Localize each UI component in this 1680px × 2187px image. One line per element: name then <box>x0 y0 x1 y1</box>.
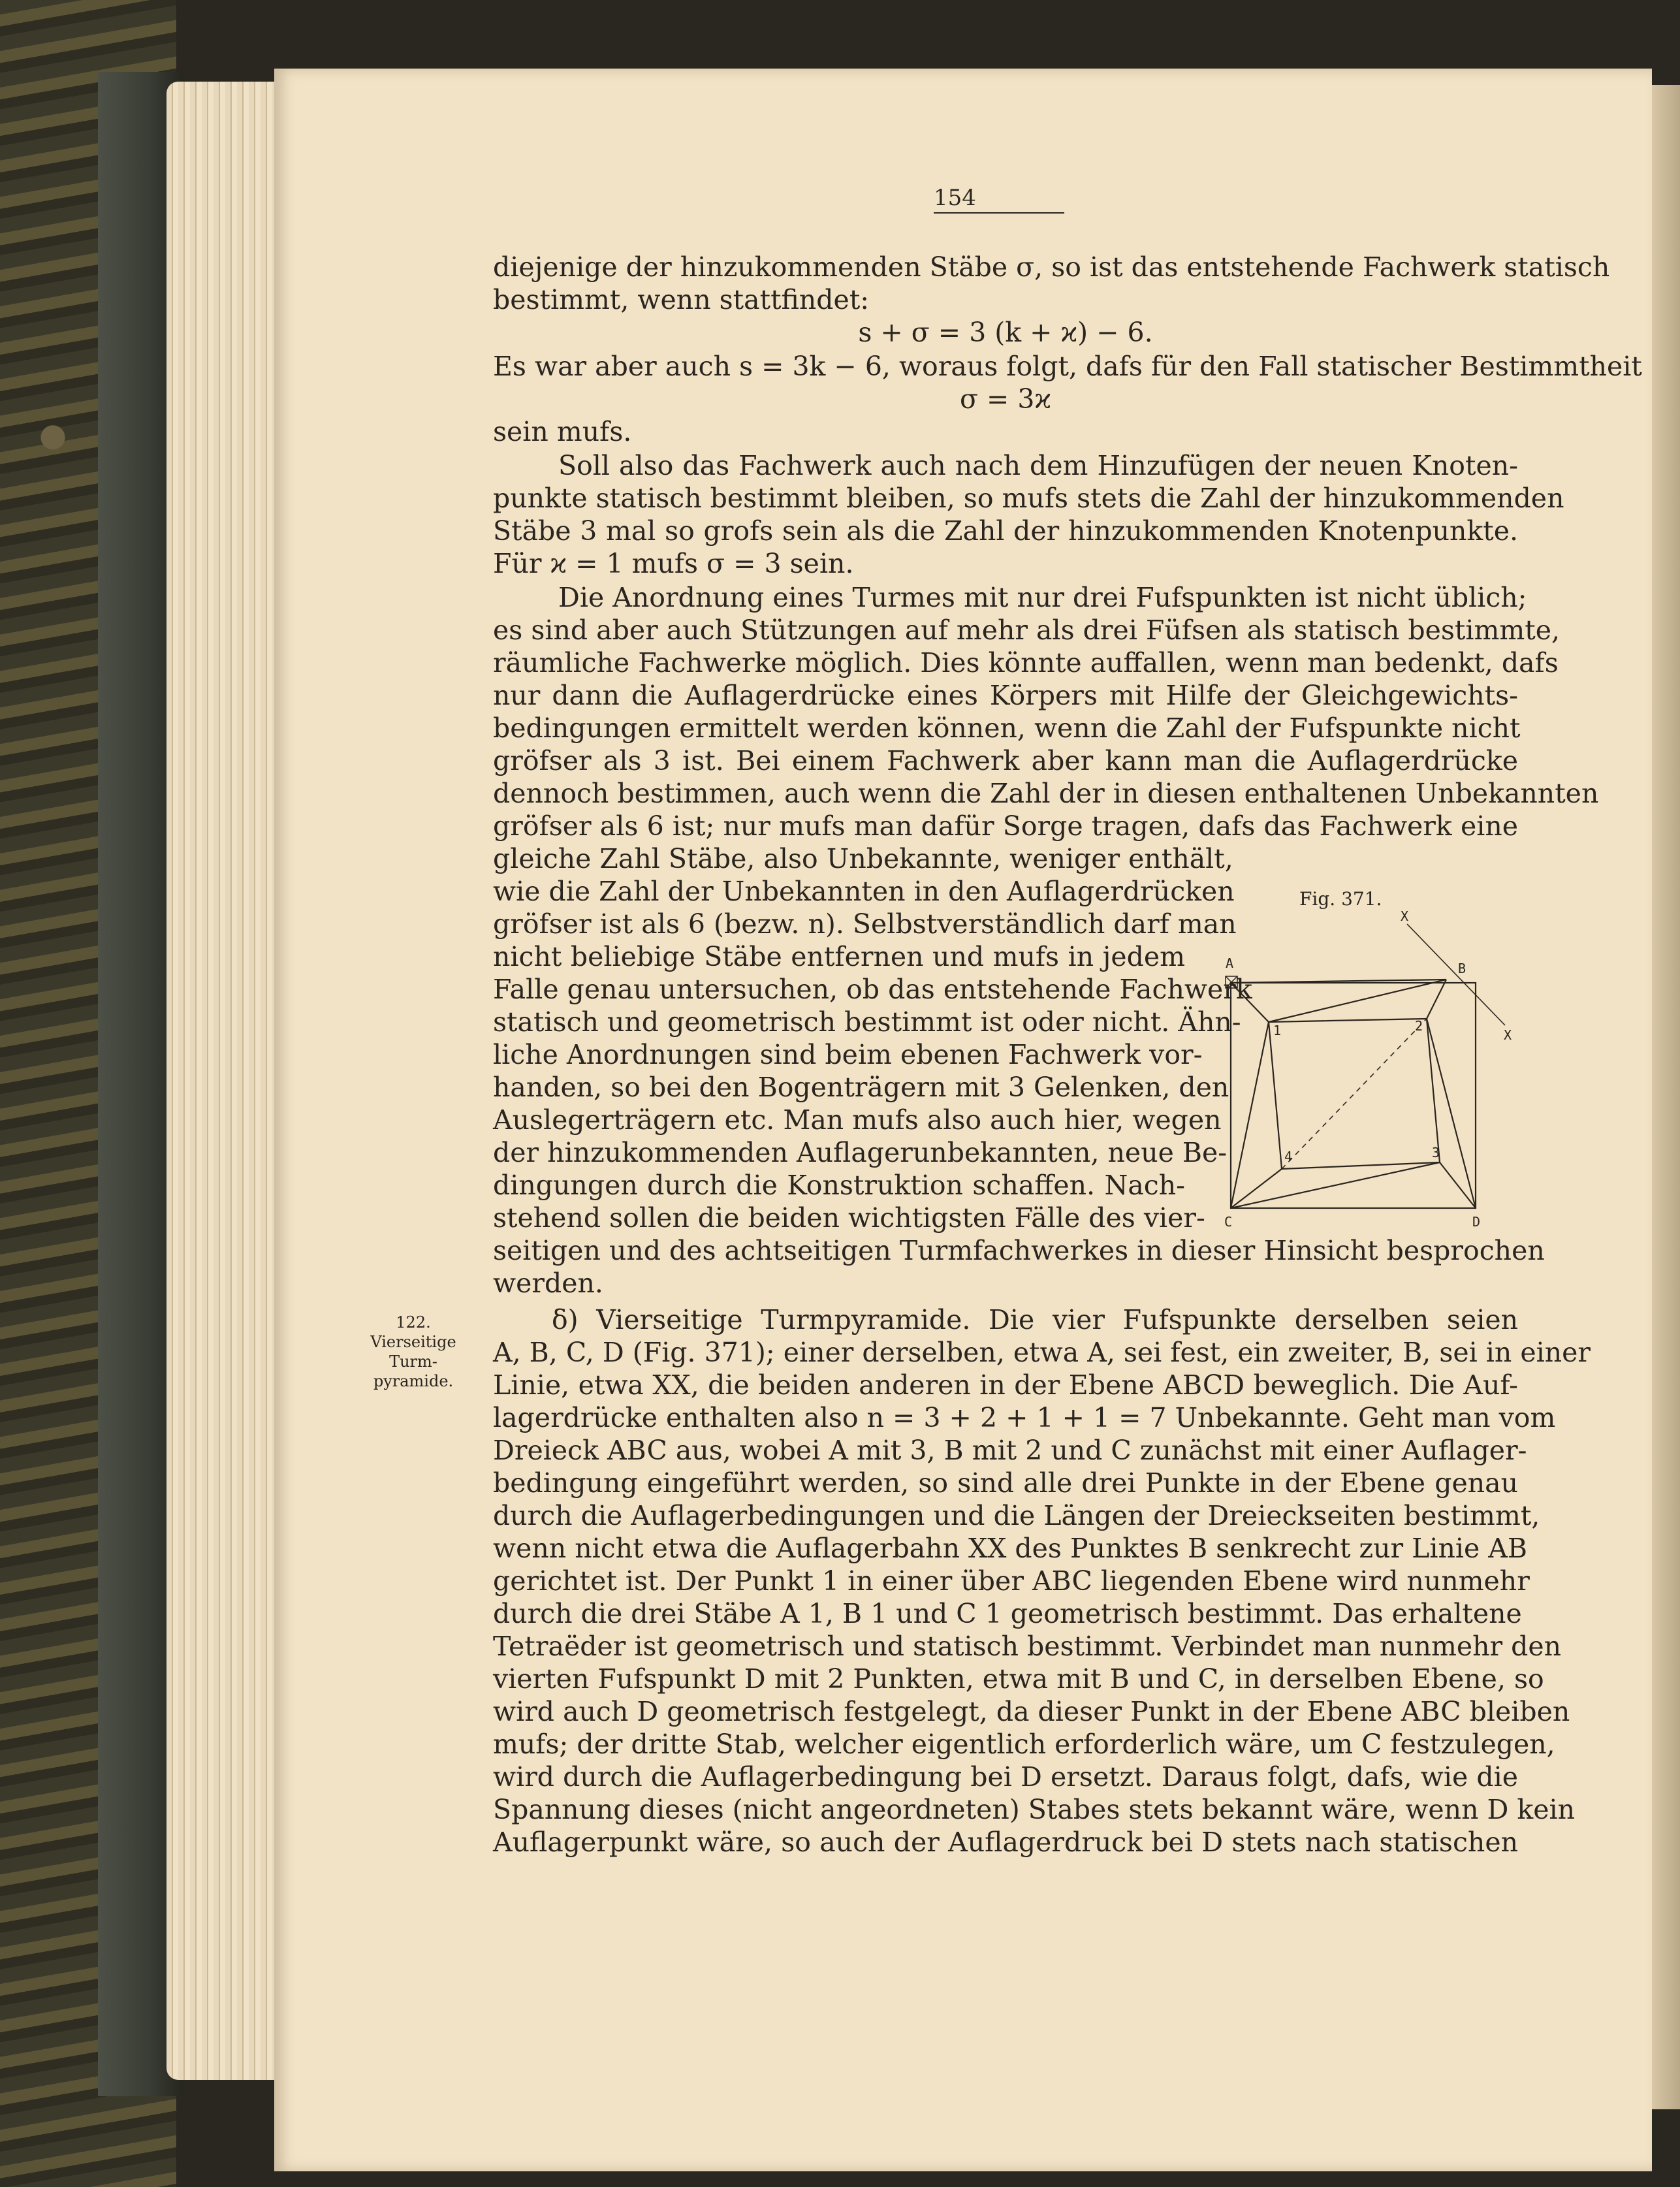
text-line: Dreieck ABC aus, wobei A mit 3, B mit 2 und C zunächst mit einer Auflager- <box>493 1435 1527 1466</box>
text-line: punkte statisch bestimmt bleiben, so mufs stets die Zahl der hinzukommenden <box>493 483 1564 514</box>
figure-caption: Fig. 371. <box>1299 888 1382 910</box>
text-line: Falle genau untersuchen, ob das entstehende Fachwerk <box>493 974 1252 1005</box>
label-B: B <box>1458 961 1466 976</box>
text-line: vierten Fufspunkt D mit 2 Punkten, etwa mit B und C, in derselben Ebene, so <box>493 1663 1544 1695</box>
page-edges <box>166 82 284 2080</box>
text-line: der hinzukommenden Auflagerunbekannten, neue Be- <box>493 1137 1228 1168</box>
text-line: nur dann die Auflagerdrücke eines Körpers mit Hilfe der Gleichgewichts- <box>493 680 1518 711</box>
text-line: räumliche Fachwerke möglich. Dies könnte auffallen, wenn man bedenkt, dafs <box>493 647 1559 678</box>
truss-figure <box>1211 875 1525 1241</box>
equation: s + σ = 3 (k + ϰ) − 6. <box>858 317 1153 348</box>
text-line: bedingung eingeführt werden, so sind alle drei Punkte in der Ebene genau <box>493 1467 1518 1499</box>
text-line: mufs; der dritte Stab, welcher eigentlich erforderlich wäre, um C festzulegen, <box>493 1729 1555 1760</box>
bar-B2 <box>1427 980 1446 1019</box>
text-line: statisch und geometrisch bestimmt ist oder nicht. Ähn- <box>493 1006 1241 1038</box>
bar-B1 <box>1269 980 1446 1022</box>
text-line: Es war aber auch s = 3k − 6, woraus folgt, dafs für den Fall statischer Bestimmtheit <box>493 351 1642 382</box>
facing-page-edge <box>1652 85 1680 2109</box>
label-X: X <box>1504 1027 1512 1043</box>
text-line: Soll also das Fachwerk auch nach dem Hinzufügen der neuen Knoten- <box>558 450 1518 481</box>
text-line: bedingungen ermittelt werden können, wenn die Zahl der Fufspunkte nicht <box>493 712 1521 744</box>
text-line: wie die Zahl der Unbekannten in den Auflagerdrücken <box>493 876 1235 907</box>
text-line: wird auch D geometrisch festgelegt, da dieser Punkt in der Ebene ABC bleiben <box>493 1696 1570 1727</box>
text-line: gröfser als 3 ist. Bei einem Fachwerk aber kann man die Auflagerdrücke <box>493 745 1518 776</box>
text-line: dennoch bestimmen, auch wenn die Zahl der in diesen enthaltenen Unbekannten <box>493 778 1599 809</box>
margin-note-number: 122. <box>396 1313 431 1332</box>
text-line: lagerdrücke enthalten also n = 3 + 2 + 1 + 1 = 7 Unbekannte. Geht man vom <box>493 1402 1556 1433</box>
text-line: gröfser als 6 ist; nur mufs man dafür Sorge tragen, dafs das Fachwerk eine <box>493 810 1518 842</box>
text-line: wenn nicht etwa die Auflagerbahn XX des Punktes B senkrecht zur Linie AB <box>493 1533 1528 1564</box>
text-line: durch die drei Stäbe A 1, B 1 und C 1 geometrisch bestimmt. Das erhaltene <box>493 1598 1522 1629</box>
text-line: A, B, C, D (Fig. 371); einer derselben, etwa A, sei fest, ein zweiter, B, sei in einer <box>493 1337 1591 1368</box>
text-line: es sind aber auch Stützungen auf mehr als drei Füfsen als statisch bestimmte, <box>493 615 1560 646</box>
margin-note-line: Vierseitige <box>370 1333 456 1351</box>
text-line: Tetraëder ist geometrisch und statisch bestimmt. Verbindet man nunmehr den <box>493 1631 1562 1662</box>
label-3: 3 <box>1432 1145 1440 1160</box>
page-number: 154 <box>934 185 1064 214</box>
margin-note-line: Turm- <box>389 1352 437 1371</box>
text-line: gerichtet ist. Der Punkt 1 in einer über ABC liegenden Ebene wird nunmehr <box>493 1565 1530 1597</box>
dashed-diagonal <box>1282 1019 1427 1169</box>
margin-note <box>358 1313 469 1391</box>
label-D: D <box>1472 1214 1481 1230</box>
text-line: gröfser ist als 6 (bezw. n). Selbstverständlich darf man <box>493 908 1237 940</box>
text-line: wird durch die Auflagerbedingung bei D ersetzt. Daraus folgt, dafs, wie die <box>493 1761 1518 1793</box>
equation: σ = 3ϰ <box>959 383 1052 415</box>
text-line: Linie, etwa XX, die beiden anderen in der Ebene ABCD beweglich. Die Auf- <box>493 1369 1518 1401</box>
text-line: diejenige der hinzukommenden Stäbe σ, so ist das entstehende Fachwerk statisch <box>493 251 1610 283</box>
axis-XX <box>1407 924 1505 1025</box>
text-line: stehend sollen die beiden wichtigsten Fälle des vier- <box>493 1202 1205 1234</box>
text-line: Für ϰ = 1 mufs σ = 3 sein. <box>493 548 854 579</box>
text-line: nicht beliebige Stäbe entfernen und mufs in jedem <box>493 941 1185 972</box>
text-line: Stäbe 3 mal so grofs sein als die Zahl der hinzukommenden Knotenpunkte. <box>493 515 1518 547</box>
text-line: Auflagerpunkt wäre, so auch der Auflagerdruck bei D stets nach statischen <box>493 1827 1518 1858</box>
label-C: C <box>1224 1214 1233 1230</box>
label-A: A <box>1226 955 1234 971</box>
text-line: sein mufs. <box>493 416 632 447</box>
label-4: 4 <box>1284 1149 1293 1164</box>
bar-C1 <box>1231 1022 1269 1208</box>
section-heading-line: δ) Vierseitige Turmpyramide. Die vier Fufspunkte derselben seien <box>552 1304 1518 1335</box>
text-line: liche Anordnungen sind beim ebenen Fachwerk vor- <box>493 1039 1203 1070</box>
bar-C3 <box>1231 1162 1440 1208</box>
bar-A1 <box>1231 983 1269 1022</box>
text-line: handen, so bei den Bogenträgern mit 3 Gelenken, den <box>493 1072 1229 1103</box>
text-line: gleiche Zahl Stäbe, also Unbekannte, weniger enthält, <box>493 843 1233 874</box>
text-line: durch die Auflagerbedingungen und die Längen der Dreieckseiten bestimmt, <box>493 1500 1540 1531</box>
label-2: 2 <box>1415 1018 1423 1034</box>
label-X: X <box>1401 908 1409 924</box>
bar-D2 <box>1427 1019 1476 1208</box>
text-line: Spannung dieses (nicht angeordneten) Stabes stets bekannt wäre, wenn D kein <box>493 1794 1576 1825</box>
margin-note-line: pyramide. <box>373 1372 454 1390</box>
text-line: dingungen durch die Konstruktion schaffen. Nach- <box>493 1170 1185 1201</box>
label-1: 1 <box>1273 1023 1282 1038</box>
text-line: bestimmt, wenn stattfindet: <box>493 284 870 315</box>
text-line: Auslegerträgern etc. Man mufs also auch hier, wegen <box>493 1104 1222 1136</box>
text-line: seitigen und des achtseitigen Turmfachwerkes in dieser Hinsicht besprochen <box>493 1235 1545 1266</box>
text-line: Die Anordnung eines Turmes mit nur drei Fufspunkten ist nicht üblich; <box>558 582 1527 613</box>
text-line: werden. <box>493 1268 603 1299</box>
inner-quad <box>1269 1019 1440 1169</box>
